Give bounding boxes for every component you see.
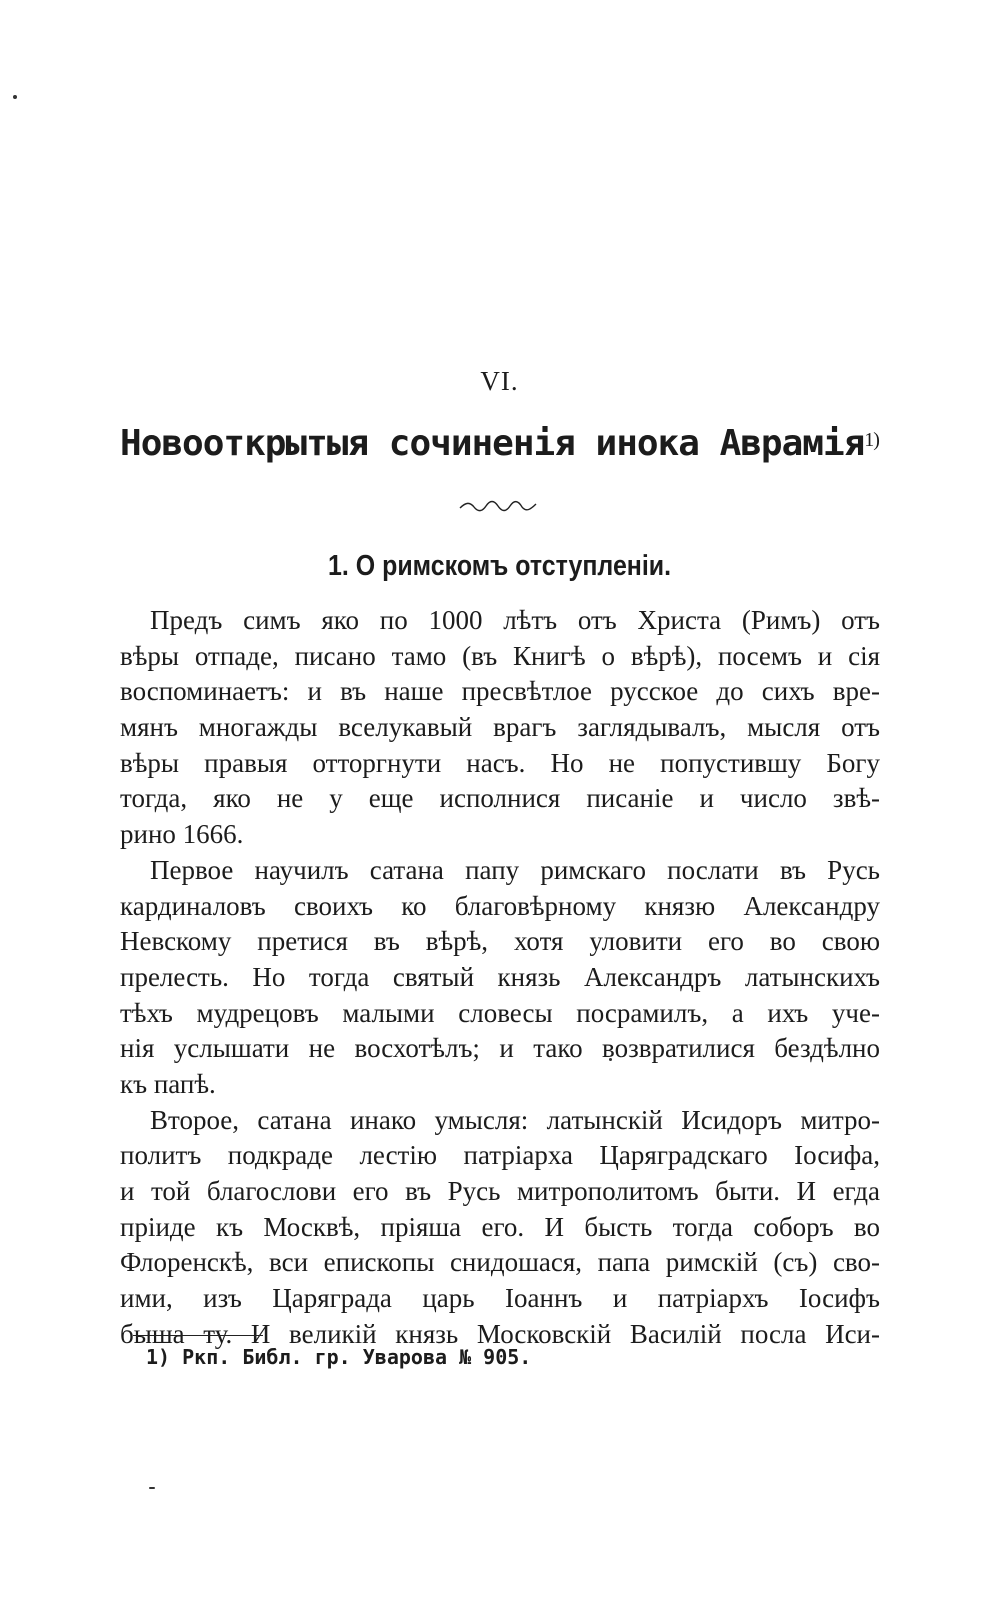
chapter-title [0, 420, 999, 468]
text-line: Предъ симъ яко по 1000 лѣтъ отъ Христа (Римъ) отъ [150, 605, 880, 635]
text-line: прелесть. Но тогда святый князь Александръ латынскихъ [120, 961, 880, 992]
text-line: воспоминаетъ: и въ наше пресвѣтлое русское до сихъ вре- [120, 676, 880, 707]
text-line: мянъ многажды вселукавый врагъ заглядывалъ, мысля отъ [120, 712, 880, 743]
text-line: Невскому претися въ вѣрѣ, хотя уловити его во свою [120, 926, 880, 957]
print-speck [13, 95, 17, 99]
footnote-marker: 1) [146, 1345, 171, 1369]
section-heading: 1. О римскомъ отступленіи. [328, 550, 672, 582]
text-line: Первое научилъ сатана папу римскаго послати въ Русь [150, 854, 880, 885]
text-line: нія услышати не восхотѣлъ; и тако возвратилися бездѣлно [120, 1033, 880, 1064]
text-line: пріиде къ Москвѣ, пріяша его. И бысть тогда соборъ во [120, 1211, 880, 1242]
text-line: ими, изъ Царяграда царь Іоаннъ и патріархъ Іосифъ [120, 1283, 880, 1314]
text-line: политъ подкраде лестію патріарха Царяградскаго Іосифа, [120, 1140, 880, 1171]
body-text [120, 603, 880, 1352]
footnote-text: Ркп. Библ. гр. Уварова № 905. [182, 1345, 532, 1369]
text-line: быша ту. И великій князь Московскій Василій посла Иси- [120, 1318, 880, 1349]
text-line: рино 1666. [120, 819, 244, 850]
chapter-number: VI. [480, 366, 519, 396]
footnote-divider [133, 1335, 263, 1336]
text-line: Флоренскѣ, вси епископы снидошася, папа римскій (съ) сво- [120, 1247, 880, 1278]
footnote [146, 1342, 531, 1372]
print-speck [149, 1487, 155, 1489]
text-line: кардиналовъ своихъ ко благовѣрному князю Александру [120, 890, 880, 921]
text-line: вѣры правыя отторгнути насъ. Но не попустившу Богу [120, 747, 880, 778]
text-line: тѣхъ мудрецовъ малыми словесы посрамилъ, а ихъ уче- [120, 997, 880, 1028]
footnote-reference: 1) [864, 429, 879, 451]
text-line: и той благослови его въ Русь митрополитомъ быти. И егда [120, 1176, 880, 1206]
text-line: Второе, сатана инако умысля: латынскій Исидоръ митро- [150, 1104, 880, 1135]
text-line: тогда, яко не у еще исполнися писаніе и число звѣ- [120, 783, 880, 814]
text-line: къ папѣ. [120, 1068, 216, 1099]
ornament-divider [458, 496, 538, 516]
chapter-title-text: Новооткрытыя сочиненія инока Аврамія [120, 423, 865, 464]
text-line: вѣры отпаде, писано тамо (въ Книгѣ о вѣрѣ), посемъ и сія [120, 640, 880, 671]
